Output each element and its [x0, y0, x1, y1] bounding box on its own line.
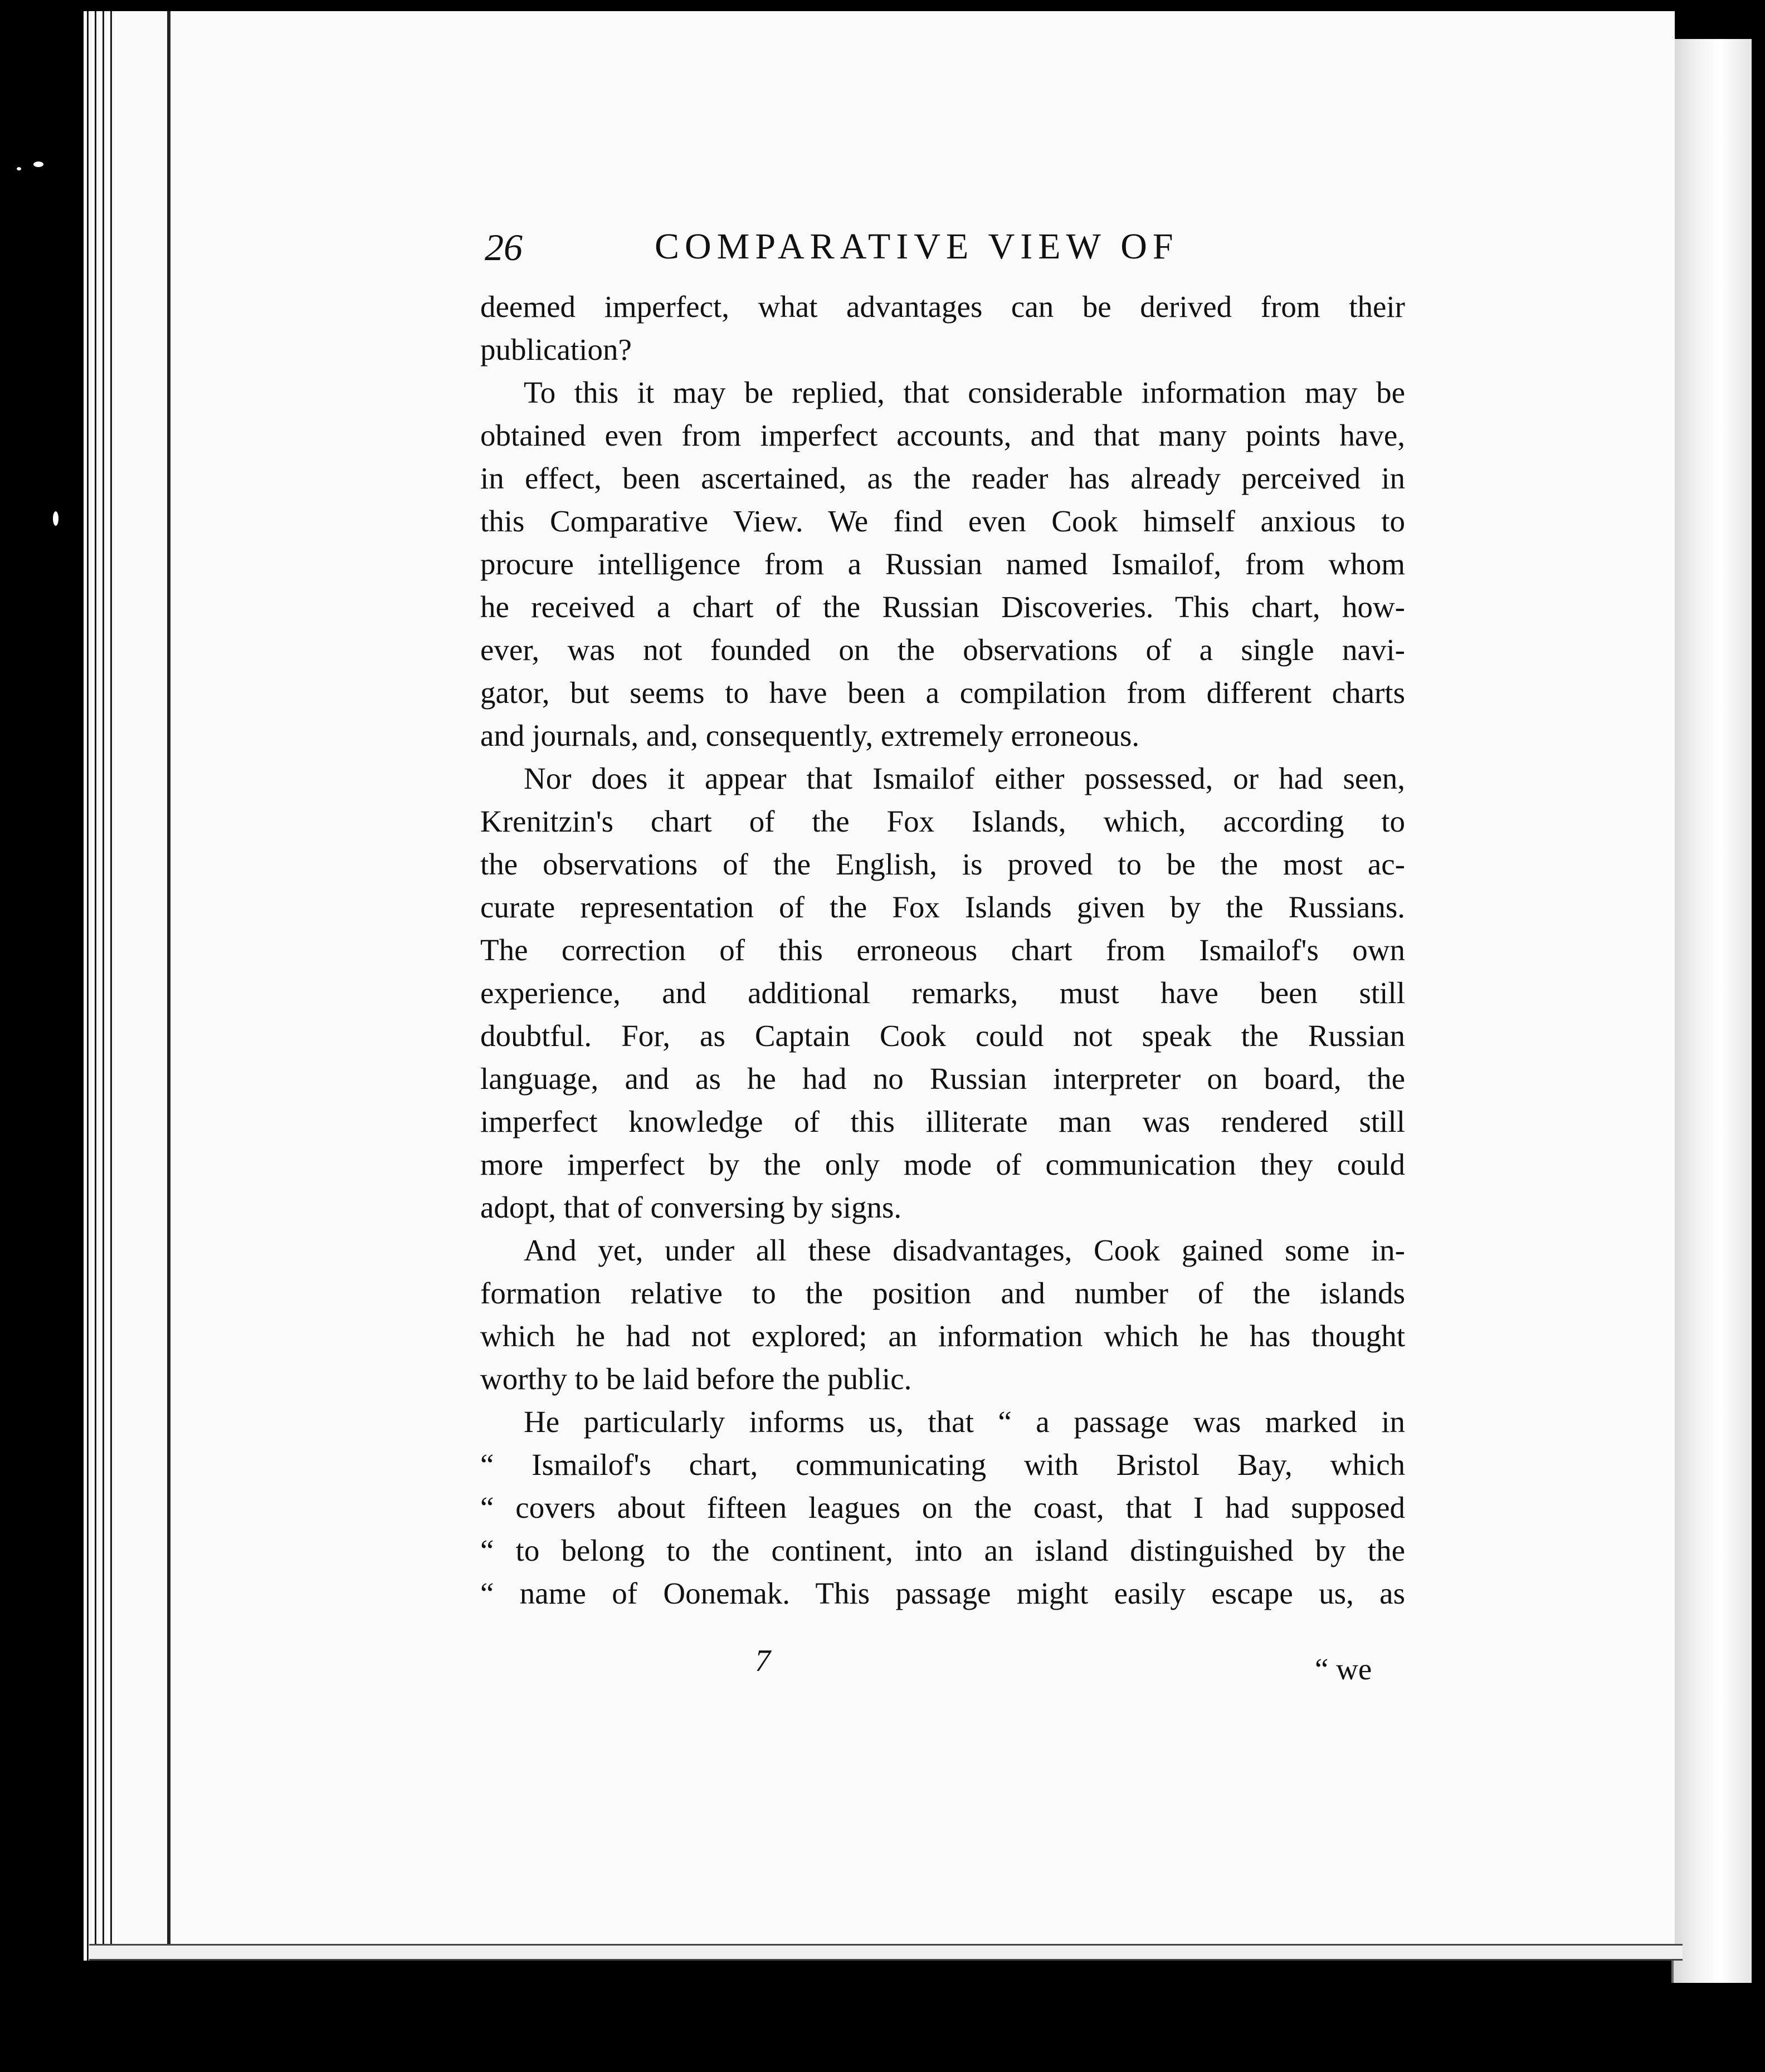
text-line: and journals, and, consequently, extremely erroneous.	[480, 719, 1140, 752]
text-line: the observations of the English, is proved to be the most ac-	[480, 847, 1405, 881]
page-gutter	[117, 11, 167, 1955]
signature-mark: 7	[755, 1644, 771, 1678]
text-line: “ name of Oonemak. This passage might easily escape us, as	[480, 1576, 1405, 1610]
page-number: 26	[485, 226, 523, 268]
text-line: obtained even from imperfect accounts, and that many points have,	[480, 418, 1405, 452]
text-line: he received a chart of the Russian Discoveries. This chart, how-	[480, 590, 1405, 624]
page-edges-bottom	[89, 1944, 1683, 1961]
text-line: To this it may be replied, that considerable information may be	[524, 375, 1405, 409]
text-line: this Comparative View. We find even Cook himself anxious to	[480, 504, 1405, 538]
text-line: doubtful. For, as Captain Cook could not speak the Russian	[480, 1019, 1405, 1053]
text-line: Nor does it appear that Ismailof either possessed, or had seen,	[524, 761, 1405, 795]
text-line: which he had not explored; an information which he has thought	[480, 1319, 1405, 1353]
text-line: He particularly informs us, that “ a passage was marked in	[524, 1405, 1405, 1439]
text-line: language, and as he had no Russian interpreter on board, the	[480, 1062, 1405, 1096]
text-line: And yet, under all these disadvantages, Cook gained some in-	[524, 1233, 1405, 1267]
running-title: COMPARATIVE VIEW OF	[655, 226, 1179, 267]
text-line: deemed imperfect, what advantages can be derived from their	[480, 290, 1405, 324]
text-line: procure intelligence from a Russian named Ismailof, from whom	[480, 547, 1405, 581]
catchword: “ we	[1315, 1652, 1372, 1686]
text-line: “ Ismailof's chart, communicating with Bristol Bay, which	[480, 1448, 1405, 1482]
scan-speck	[33, 162, 43, 167]
text-line: Krenitzin's chart of the Fox Islands, which, according to	[480, 804, 1405, 838]
text-line: adopt, that of conversing by signs.	[480, 1190, 902, 1224]
text-line: experience, and additional remarks, must have been still	[480, 976, 1405, 1010]
text-line: The correction of this erroneous chart from Ismailof's own	[480, 933, 1405, 967]
text-line: publication?	[480, 333, 632, 366]
body-text	[480, 285, 1405, 1615]
text-line: “ covers about fifteen leagues on the coast, that I had supposed	[480, 1491, 1405, 1524]
text-line: ever, was not founded on the observations of a single navi-	[480, 633, 1405, 667]
scan-speck	[53, 511, 58, 526]
running-head	[485, 226, 1287, 287]
text-line: worthy to be laid before the public.	[480, 1362, 912, 1396]
text-line: gator, but seems to have been a compilation from different charts	[480, 676, 1405, 710]
page-edges-right	[1671, 39, 1752, 1983]
scan-speck	[17, 167, 21, 170]
text-line: in effect, been ascertained, as the reader has already perceived in	[480, 461, 1405, 495]
text-line: formation relative to the position and number of the islands	[480, 1276, 1405, 1310]
text-line: curate representation of the Fox Islands given by the Russians.	[480, 890, 1405, 924]
text-line: “ to belong to the continent, into an island distinguished by the	[480, 1533, 1405, 1567]
text-line: imperfect knowledge of this illiterate man was rendered still	[480, 1105, 1405, 1138]
text-line: more imperfect by the only mode of communication they could	[480, 1147, 1405, 1181]
